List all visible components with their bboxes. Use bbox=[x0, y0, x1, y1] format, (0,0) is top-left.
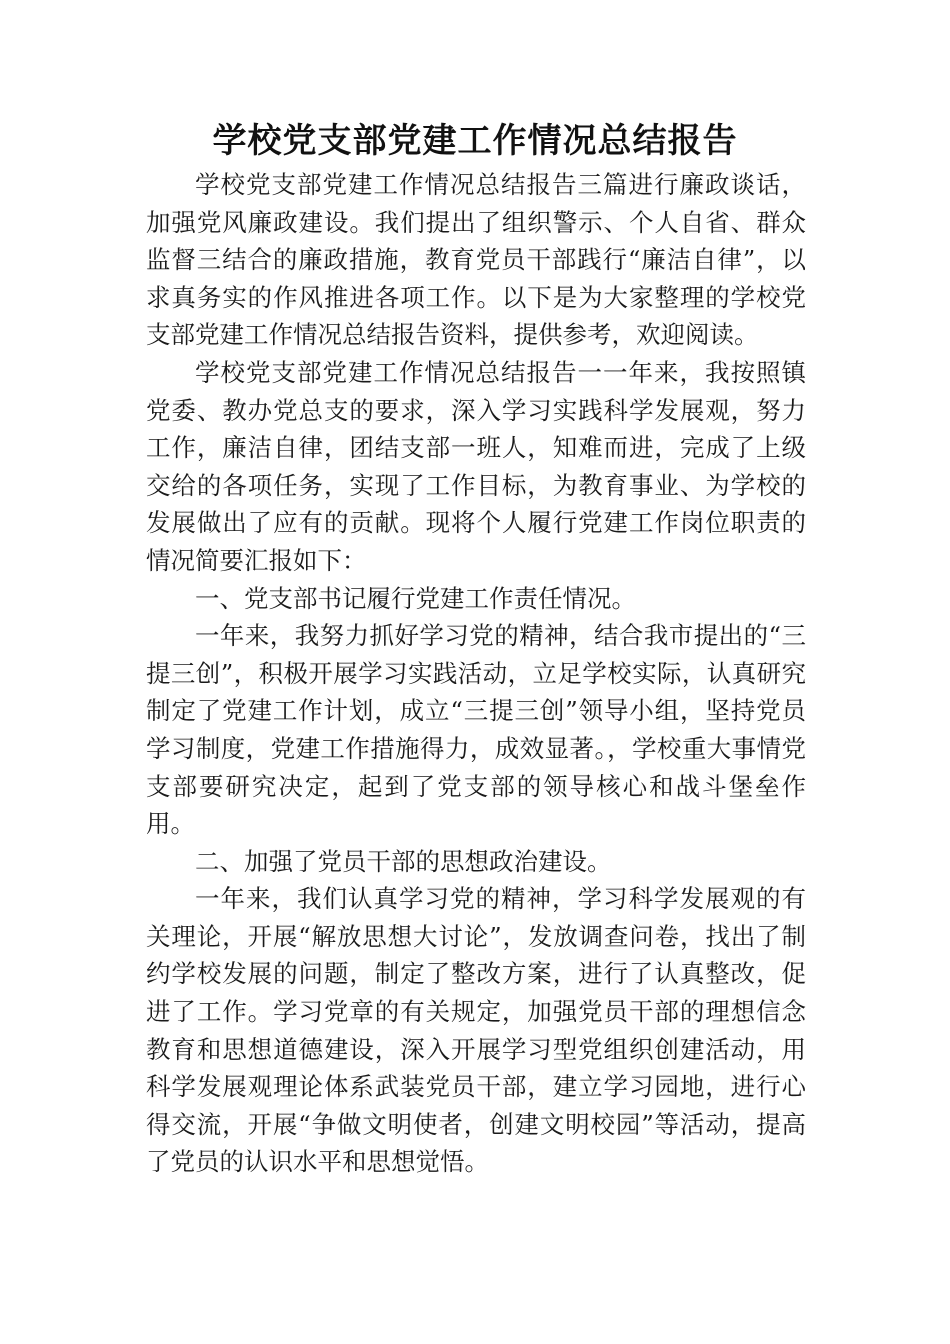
paragraph-intro: 学校党支部党建工作情况总结报告三篇进行廉政谈话，加强党风廉政建设。我们提出了组织警示、个人自省、群众监督三结合的廉政措施，教育党员干部践行“廉洁自律”，以求真务实的作风推进各项工作。以下是为大家整理的学校党支部党建工作情况总结报告资料，提供参考，欢迎阅读。 bbox=[146, 170, 806, 350]
section-heading-one: 一、党支部书记履行党建工作责任情况。 bbox=[195, 583, 636, 613]
paragraph-report-one: 学校党支部党建工作情况总结报告一一年来，我按照镇党委、教办党总支的要求，深入学习实践科学发展观，努力工作，廉洁自律，团结支部一班人，知难而进，完成了上级交给的各项任务，实现了工作目标，为教育事业、为学校的发展做出了应有的贡献。现将个人履行党建工作岗位职责的情况简要汇报如下： bbox=[146, 357, 806, 575]
paragraph-section-one: 一年来，我努力抓好学习党的精神，结合我市提出的“三提三创”，积极开展学习实践活动，立足学校实际，认真研究制定了党建工作计划，成立“三提三创”领导小组，坚持党员学习制度，党建工作措施得力，成效显著。，学校重大事情党支部要研究决定，起到了党支部的领导核心和战斗堡垒作用。 bbox=[146, 621, 806, 839]
section-heading-two: 二、加强了党员干部的思想政治建设。 bbox=[195, 846, 612, 876]
paragraph-section-two: 一年来，我们认真学习党的精神，学习科学发展观的有关理论，开展“解放思想大讨论”，发放调查问卷，找出了制约学校发展的问题，制定了整改方案，进行了认真整改，促进了工作。学习党章的有关规定，加强党员干部的理想信念教育和思想道德建设，深入开展学习型党组织创建活动，用科学发展观理论体系武装党员干部，建立学习园地，进行心得交流，开展“争做文明使者，创建文明校园”等活动，提高了党员的认识水平和思想觉悟。 bbox=[146, 884, 806, 1177]
document-body bbox=[146, 166, 806, 1181]
document-title: 学校党支部党建工作情况总结报告 bbox=[212, 121, 738, 161]
